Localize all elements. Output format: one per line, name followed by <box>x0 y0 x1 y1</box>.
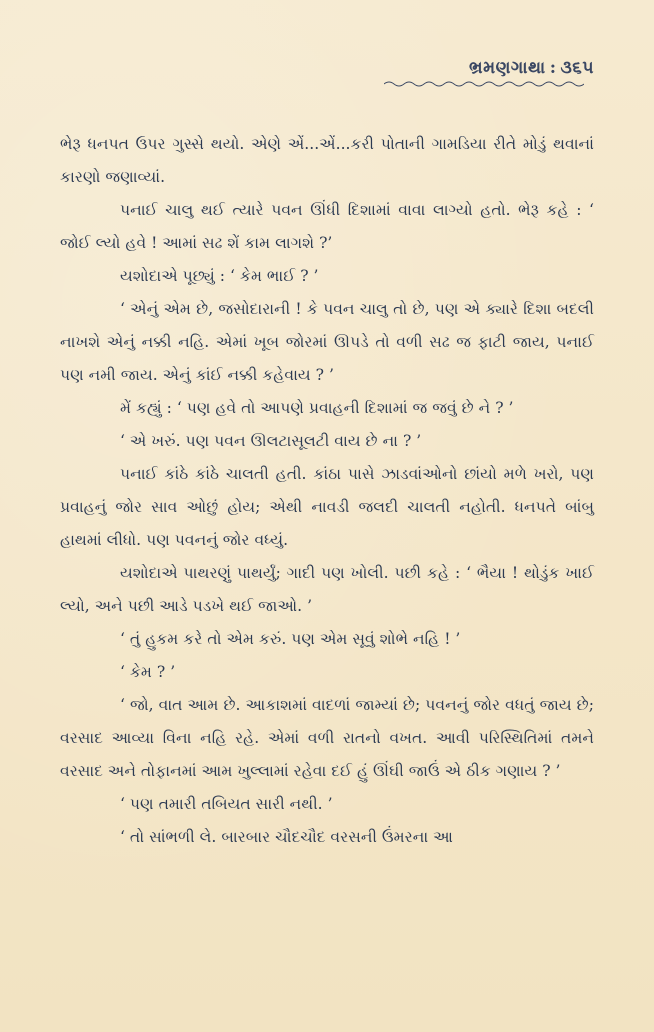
decorative-wavy-rule <box>384 80 584 88</box>
paragraph: યશોદાએ પૂછ્યું : ‘ કેમ ભાઈ ? ’ <box>120 267 319 285</box>
paragraph: ‘ એ ખરું. પણ પવન ઊલટાસૂલટી વાય છે ના ? ’ <box>120 432 422 450</box>
page-number: ૩૬૫ <box>560 58 594 78</box>
paragraph: ‘ એનું એમ છે, જસોદારાની ! કે પવન ચાલુ તો છે, પણ એ ક્યારે દિશા બદલી નાખશે એનું નક્કી નહિ. એમાં ખૂબ જોરમાં ઊપડે તો વળી સઢ જ ફાટી જાય, પનાઈ પણ નમી જાય. એનું કાંઈ નક્કી કહેવાય ? ’ <box>60 300 594 384</box>
running-head <box>384 58 594 78</box>
paragraph: ભેરૂ ધનપત ઉપર ગુસ્સે થયો. એણે એં...એં...કરી પોતાની ગામડિયા રીતે મોડું થવાનાં કારણો જણાવ્યાં. <box>60 135 594 186</box>
header-separator: : <box>549 58 557 78</box>
body-text <box>60 128 594 854</box>
paragraph: પનાઈ કાંઠે કાંઠે ચાલતી હતી. કાંઠા પાસે ઝાડવાંઓનો છાંયો મળે ખરો, પણ પ્રવાહનું જોર સાવ ઓછું હોય; એથી નાવડી જલદી ચાલતી નહોતી. ધનપતે બાંબુ હાથમાં લીધો. પણ પવનનું જોર વધ્યું. <box>60 465 594 549</box>
paragraph: ‘ જો, વાત આમ છે. આકાશમાં વાદળાં જામ્યાં છે; પવનનું જોર વધતું જાય છે; વરસાદ આવ્યા વિના નહિ રહે. એમાં વળી રાતનો વખત. આવી પરિસ્થિતિમાં તમને વરસાદ અને તોફાનમાં આમ ખુલ્લામાં રહેવા દઈ હું ઊંઘી જાઉં એ ઠીક ગણાય ? ’ <box>60 696 594 780</box>
paragraph: પનાઈ ચાલુ થઈ ત્યારે પવન ઊંધી દિશામાં વાવા લાગ્યો હતો. ભેરૂ કહે : ‘ જોઈ લ્યો હવે ! આમાં સઢ શેં કામ લાગશે ?’ <box>60 201 594 252</box>
paragraph: ‘ તું હુકમ કરે તો એમ કરું. પણ એમ સૂવું શોભે નહિ ! ’ <box>120 630 461 648</box>
running-title: ભ્રમણગાથા <box>468 58 546 78</box>
page-header <box>384 58 594 88</box>
paragraph: ‘ કેમ ? ’ <box>120 663 176 681</box>
paragraph: મેં કહ્યું : ‘ પણ હવે તો આપણે પ્રવાહની દિશામાં જ જવું છે ને ? ’ <box>120 399 514 417</box>
paragraph: યશોદાએ પાથરણું પાથર્યું; ગાદી પણ ખોલી. પછી કહે : ‘ ભૈયા ! થોડુંક ખાઈ લ્યો, અને પછી આડે પડખે થઈ જાઓ. ’ <box>60 564 594 615</box>
paragraph: ‘ પણ તમારી તબિયત સારી નથી. ’ <box>120 795 333 813</box>
paragraph: ‘ તો સાંભળી લે. બારબાર ચૌદચૌદ વરસની ઉંમરના આ <box>120 828 453 846</box>
